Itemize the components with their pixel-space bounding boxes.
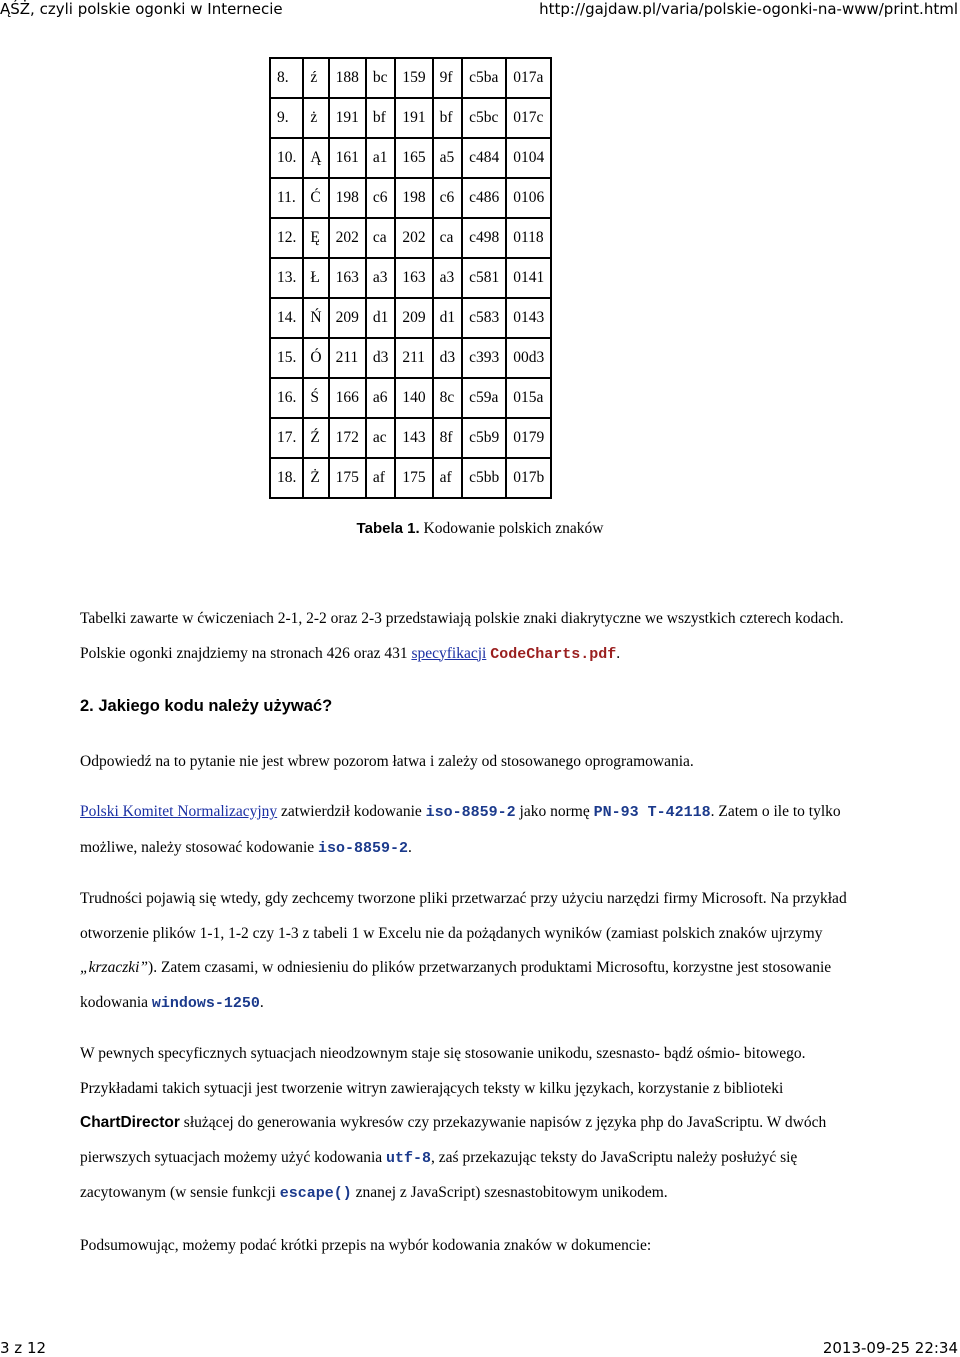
- p5-t2: służącej do generowania wykresów czy przekazywanie napisów z języka php do JavaScriptu. W dwóch pierwszych sytuacjach możemy użyć kodowania: [80, 1114, 827, 1166]
- p4-t1: Trudności pojawią się wtedy, gdy zechcemy tworzone pliki przetwarzać przy użyciu narzędzi firmy Microsoft. Na przykład otworzenie plików 1-1, 1-2 czy 1-3 z tabeli 1 w Excelu nie da pożądanych wyników (zamiast polskich znaków ujrzymy: [80, 890, 847, 942]
- table-cell: 0106: [506, 178, 551, 218]
- table-cell: 198: [395, 178, 432, 218]
- table-cell: Ę: [303, 218, 328, 258]
- table-cell: 017b: [506, 458, 551, 498]
- table-cell: 211: [395, 338, 432, 378]
- table-cell: Ć: [303, 178, 328, 218]
- table-cell: d1: [433, 298, 463, 338]
- table-row: [270, 178, 551, 218]
- table-cell: c498: [462, 218, 506, 258]
- p1-text: Tabelki zawarte w ćwiczeniach 2-1, 2-2 oraz 2-3 przedstawiają polskie znaki diakrytyczne we wszystkich czterech kodach. Polskie ogonki znajdziemy na stronach 426 oraz 431: [80, 610, 844, 662]
- table-cell: af: [433, 458, 463, 498]
- table-cell: 8f: [433, 418, 463, 458]
- table-cell: ż: [303, 98, 328, 138]
- table-cell: 18.: [270, 458, 303, 498]
- table-cell: 198: [329, 178, 366, 218]
- table-row: [270, 98, 551, 138]
- table-cell: 017c: [506, 98, 551, 138]
- table-cell: 191: [395, 98, 432, 138]
- table-cell: d1: [366, 298, 396, 338]
- table-cell: Ą: [303, 138, 328, 178]
- paragraph-unicode: [80, 1037, 880, 1212]
- table-cell: 163: [395, 258, 432, 298]
- table-row: [270, 458, 551, 498]
- p5-code-escape: escape(): [279, 1185, 352, 1202]
- table-cell: d3: [433, 338, 463, 378]
- table-caption: [0, 520, 960, 538]
- table-cell: 175: [395, 458, 432, 498]
- table-cell: 165: [395, 138, 432, 178]
- table-cell: Ł: [303, 258, 328, 298]
- p3-code-iso2: iso-8859-2: [318, 839, 409, 857]
- table-cell: 0104: [506, 138, 551, 178]
- table-cell: bc: [366, 58, 396, 98]
- paragraph-tables: [80, 602, 880, 672]
- table-cell: a1: [366, 138, 396, 178]
- print-footer-datetime: 2013-09-25 22:34: [822, 1339, 958, 1357]
- table-cell: d3: [366, 338, 396, 378]
- table-cell: 202: [329, 218, 366, 258]
- table-cell: a6: [366, 378, 396, 418]
- table-cell: c5ba: [462, 58, 506, 98]
- table-cell: ca: [433, 218, 463, 258]
- table-row: [270, 378, 551, 418]
- table-cell: Ź: [303, 418, 328, 458]
- table-cell: 175: [329, 458, 366, 498]
- table-cell: ac: [366, 418, 396, 458]
- table-cell: 8.: [270, 58, 303, 98]
- table-cell: 0143: [506, 298, 551, 338]
- table-cell: 159: [395, 58, 432, 98]
- p4-t3: .: [259, 993, 264, 1011]
- table-cell: 017a: [506, 58, 551, 98]
- p3-t4: .: [408, 838, 412, 856]
- print-header-url: http://gajdaw.pl/varia/polskie-ogonki-na-www/print.html: [539, 0, 958, 18]
- table-cell: Ś: [303, 378, 328, 418]
- table-cell: 172: [329, 418, 366, 458]
- table-cell: 0179: [506, 418, 551, 458]
- print-footer-page: 3 z 12: [0, 1339, 47, 1357]
- p3-code-iso: iso-8859-2: [425, 804, 516, 821]
- table-row: [270, 338, 551, 378]
- table-cell: 10.: [270, 138, 303, 178]
- table-cell: c486: [462, 178, 506, 218]
- p5-t1: W pewnych specyficznych sytuacjach nieodzownym staje się stosowanie unikodu, szesnasto- bądź ośmio- bitowego. Przykładami takich sytuacji jest tworzenie witryn zawierających teksty w kilku językach, korzystanie z biblioteki: [80, 1045, 806, 1097]
- p5-t3: , zaś przekazując teksty do JavaScriptu należy posłużyć się zacytowanym (w sensie funkcji: [80, 1148, 798, 1201]
- table-cell: 209: [329, 298, 366, 338]
- paragraph-pkn: [80, 795, 880, 866]
- table-cell: 11.: [270, 178, 303, 218]
- caption-text: Kodowanie polskich znaków: [419, 520, 604, 537]
- table-cell: 140: [395, 378, 432, 418]
- table-cell: 16.: [270, 378, 303, 418]
- paragraph-microsoft: [80, 882, 880, 1021]
- p1-end: .: [616, 644, 621, 662]
- table-cell: 188: [329, 58, 366, 98]
- table-cell: a3: [366, 258, 396, 298]
- table-cell: 166: [329, 378, 366, 418]
- table-row: [270, 58, 551, 98]
- table-cell: bf: [366, 98, 396, 138]
- table-row: [270, 418, 551, 458]
- table-cell: ca: [366, 218, 396, 258]
- table-cell: 211: [329, 338, 366, 378]
- table-cell: c59a: [462, 378, 506, 418]
- paragraph-summary: Podsumowując, możemy podać krótki przepis na wybór kodowania znaków w dokumencie:: [80, 1237, 652, 1254]
- table-cell: 13.: [270, 258, 303, 298]
- section-heading: 2. Jakiego kodu należy używać?: [80, 697, 333, 715]
- table-cell: 00d3: [506, 338, 551, 378]
- p5-t4: znanej z JavaScript) szesnastobitowym unikodem.: [351, 1184, 668, 1201]
- table-cell: c484: [462, 138, 506, 178]
- paragraph-answer: Odpowiedź na to pytanie nie jest wbrew pozorom łatwa i zależy od stosowanego oprogramowania.: [80, 753, 694, 770]
- table-cell: 191: [329, 98, 366, 138]
- table-cell: 9f: [433, 58, 463, 98]
- table-cell: c393: [462, 338, 506, 378]
- table-cell: c6: [433, 178, 463, 218]
- p3-code-pn: PN-93 T-42118: [593, 804, 711, 821]
- table-cell: 015a: [506, 378, 551, 418]
- p4-t2: ). Zatem czasami, w odniesieniu do plików przetwarzanych produktami Microsoftu, korzystne jest stosowanie kodowania: [80, 959, 832, 1011]
- table-cell: 14.: [270, 298, 303, 338]
- p3-t2: jako normę: [515, 803, 594, 820]
- table-cell: 202: [395, 218, 432, 258]
- table-cell: ź: [303, 58, 328, 98]
- table-cell: a3: [433, 258, 463, 298]
- table-cell: 0118: [506, 218, 551, 258]
- spec-link[interactable]: specyfikacji: [411, 644, 487, 662]
- table-row: [270, 298, 551, 338]
- table-cell: c581: [462, 258, 506, 298]
- p5-code-utf8: utf-8: [386, 1149, 432, 1167]
- encoding-table: [269, 57, 552, 499]
- table-cell: Ń: [303, 298, 328, 338]
- p4-code-win: windows-1250: [151, 994, 260, 1012]
- table-cell: 8c: [433, 378, 463, 418]
- p5-bold: ChartDirector: [80, 1114, 180, 1131]
- codecharts-code: CodeCharts.pdf: [490, 645, 617, 663]
- p3-t1: zatwierdził kodowanie: [277, 803, 426, 820]
- table-cell: c583: [462, 298, 506, 338]
- table-cell: 0141: [506, 258, 551, 298]
- table-cell: 161: [329, 138, 366, 178]
- p3-t3: . Zatem o ile to tylko możliwe, należy stosować kodowanie: [80, 803, 841, 856]
- pkn-link[interactable]: Polski Komitet Normalizacyjny: [80, 803, 278, 820]
- p4-em: „krzaczki”: [80, 959, 149, 976]
- table-row: [270, 138, 551, 178]
- table-cell: 15.: [270, 338, 303, 378]
- table-cell: c5bc: [462, 98, 506, 138]
- table-cell: Ó: [303, 338, 328, 378]
- caption-label: Tabela 1.: [356, 520, 420, 537]
- table-row: [270, 218, 551, 258]
- table-row: [270, 258, 551, 298]
- table-cell: Ż: [303, 458, 328, 498]
- table-cell: 209: [395, 298, 432, 338]
- table-cell: 9.: [270, 98, 303, 138]
- table-cell: a5: [433, 138, 463, 178]
- table-cell: 12.: [270, 218, 303, 258]
- table-cell: 17.: [270, 418, 303, 458]
- table-cell: af: [366, 458, 396, 498]
- print-header-title: ĄŚŻ, czyli polskie ogonki w Internecie: [0, 0, 283, 18]
- table-cell: c5bb: [462, 458, 506, 498]
- table-cell: c5b9: [462, 418, 506, 458]
- table-cell: 163: [329, 258, 366, 298]
- table-cell: c6: [366, 178, 396, 218]
- table-cell: bf: [433, 98, 463, 138]
- table-cell: 143: [395, 418, 432, 458]
